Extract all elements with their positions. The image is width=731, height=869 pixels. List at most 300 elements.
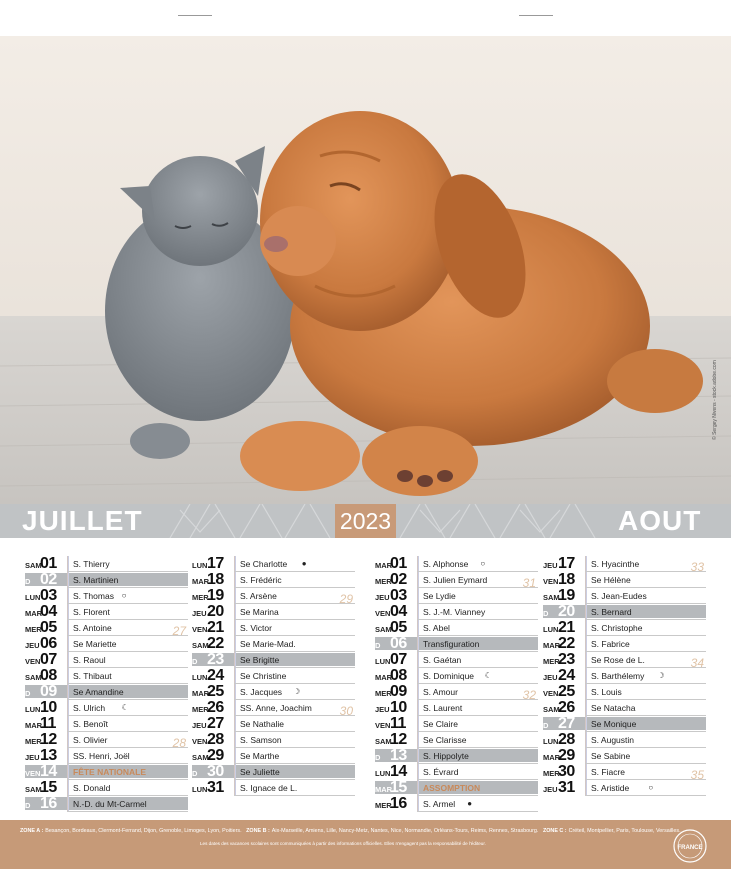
saint-name: S. Ulrich xyxy=(73,703,106,713)
day-number: 30 xyxy=(207,763,224,780)
school-holiday-bars xyxy=(67,604,69,620)
day-name: JEU xyxy=(375,593,390,602)
school-holiday-bars xyxy=(585,716,587,732)
saint-name: S. Fiacre xyxy=(591,767,626,777)
saint-name: Se Mariette xyxy=(73,639,117,649)
day-row xyxy=(375,780,538,796)
day-name: SAM xyxy=(192,641,209,650)
day-row xyxy=(375,796,538,812)
day-number: 25 xyxy=(207,683,224,700)
day-row xyxy=(25,732,188,748)
day-name: SAM xyxy=(25,785,42,794)
saint-name: S. Antoine xyxy=(73,623,112,633)
day-row xyxy=(543,620,706,636)
week-number: 34 xyxy=(690,656,704,670)
school-holiday-bars xyxy=(67,588,69,604)
day-row xyxy=(543,636,706,652)
day-row xyxy=(25,572,188,588)
day-number: 01 xyxy=(40,555,57,572)
day-row xyxy=(375,732,538,748)
day-name: D xyxy=(192,769,198,778)
day-name: JEU xyxy=(25,753,40,762)
day-name: D xyxy=(375,641,381,650)
saint-name: Se Marina xyxy=(240,607,279,617)
school-holiday-bars xyxy=(585,620,587,636)
day-number: 28 xyxy=(558,731,575,748)
zone-b-cities: Aix-Marseille, Amiens, Lille, Nancy-Metz, Nantes, Nice, Normandie, Orléans-Tours, Reims, Rennes, Strasbourg. xyxy=(271,828,539,834)
day-number: 16 xyxy=(390,795,407,812)
school-holiday-bars xyxy=(417,652,419,668)
day-row xyxy=(543,668,706,684)
saint-name: S. Victor xyxy=(240,623,272,633)
school-holiday-bars xyxy=(234,668,236,684)
day-number: 11 xyxy=(40,715,56,732)
school-holiday-bars xyxy=(67,684,69,700)
day-row xyxy=(192,556,355,572)
day-name: LUN xyxy=(543,737,559,746)
day-number: 03 xyxy=(390,587,407,604)
school-holiday-bars xyxy=(67,764,69,780)
day-row xyxy=(375,572,538,588)
day-name: D xyxy=(375,753,381,762)
day-name: MAR xyxy=(25,609,43,618)
saint-name: Se Claire xyxy=(423,719,458,729)
school-holiday-bars xyxy=(417,700,419,716)
day-row xyxy=(375,652,538,668)
week-number: 29 xyxy=(339,592,353,606)
day-name: D xyxy=(543,609,549,618)
day-name: LUN xyxy=(192,673,208,682)
day-number: 02 xyxy=(40,571,57,588)
school-holiday-bars xyxy=(585,780,587,796)
school-holiday-bars xyxy=(585,764,587,780)
hanging-mark-right xyxy=(519,15,553,16)
saint-name: S. Thierry xyxy=(73,559,110,569)
school-holiday-bars xyxy=(234,572,236,588)
saint-name: Se Rose de L. xyxy=(591,655,645,665)
school-holiday-bars xyxy=(585,604,587,620)
day-name: LUN xyxy=(543,625,559,634)
zone-b-label: ZONE B : xyxy=(246,828,270,834)
day-number: 07 xyxy=(390,651,407,668)
day-number: 06 xyxy=(390,635,407,652)
day-name: MER xyxy=(192,593,209,602)
day-number: 30 xyxy=(558,763,575,780)
day-number: 29 xyxy=(207,747,224,764)
day-number: 25 xyxy=(558,683,575,700)
day-row xyxy=(192,700,355,716)
saint-name: Se Charlotte xyxy=(240,559,288,569)
zone-c-label: ZONE C : xyxy=(542,828,567,834)
school-holiday-bars xyxy=(234,588,236,604)
day-name: JEU xyxy=(543,561,558,570)
day-row xyxy=(543,604,706,620)
day-number: 26 xyxy=(558,699,575,716)
school-holiday-bars xyxy=(234,684,236,700)
day-row xyxy=(192,764,355,780)
day-row xyxy=(192,716,355,732)
saint-name: Se Juliette xyxy=(240,767,280,777)
day-number: 09 xyxy=(40,683,57,700)
school-holiday-bars xyxy=(234,652,236,668)
saint-name: S. Louis xyxy=(591,687,622,697)
saint-name: S. Benoît xyxy=(73,719,108,729)
day-row xyxy=(192,572,355,588)
moon-phase-icon: ☽ xyxy=(657,671,665,680)
calendar-column-4 xyxy=(543,556,706,796)
school-holiday-bars xyxy=(67,556,69,572)
day-name: D xyxy=(543,721,549,730)
school-holiday-bars xyxy=(585,572,587,588)
day-number: 31 xyxy=(207,779,224,796)
day-number: 23 xyxy=(558,651,575,668)
school-holiday-bars xyxy=(417,668,419,684)
day-name: D xyxy=(25,689,31,698)
day-name: MER xyxy=(25,737,42,746)
day-name: VEN xyxy=(25,769,41,778)
day-name: MAR xyxy=(543,753,561,762)
day-name: VEN xyxy=(25,657,41,666)
moon-phase-icon: ● xyxy=(467,799,473,808)
day-number: 05 xyxy=(40,619,57,636)
saint-name: S. Arsène xyxy=(240,591,277,601)
day-row xyxy=(543,652,706,668)
day-row xyxy=(25,652,188,668)
school-holiday-bars xyxy=(585,588,587,604)
saint-name: S. Dominique xyxy=(423,671,475,681)
day-number: 28 xyxy=(207,731,224,748)
day-name: JEU xyxy=(375,705,390,714)
day-number: 08 xyxy=(390,667,407,684)
saint-name: SS. Anne, Joachim xyxy=(240,703,312,713)
saint-name: Se Sabine xyxy=(591,751,631,761)
day-number: 08 xyxy=(40,667,57,684)
day-number: 05 xyxy=(390,619,407,636)
day-name: SAM xyxy=(375,737,392,746)
day-name: MAR xyxy=(375,673,393,682)
day-number: 01 xyxy=(390,555,407,572)
week-number: 32 xyxy=(522,688,536,702)
day-row xyxy=(543,732,706,748)
day-row xyxy=(543,700,706,716)
school-holiday-bars xyxy=(585,700,587,716)
day-name: MAR xyxy=(192,577,210,586)
school-holiday-bars xyxy=(417,588,419,604)
school-holiday-bars xyxy=(234,700,236,716)
day-row xyxy=(375,700,538,716)
day-row xyxy=(375,716,538,732)
day-number: 04 xyxy=(390,603,407,620)
saint-name: Transfiguration xyxy=(423,639,480,649)
day-name: MER xyxy=(375,801,392,810)
day-number: 26 xyxy=(207,699,224,716)
saint-name: S. Christophe xyxy=(591,623,643,633)
saint-name: S. Jacques xyxy=(240,687,283,697)
day-name: MER xyxy=(25,625,42,634)
day-number: 10 xyxy=(40,699,57,716)
saint-name: S. Florent xyxy=(73,607,110,617)
day-row xyxy=(543,716,706,732)
moon-phase-icon: ☾ xyxy=(484,671,492,680)
day-row xyxy=(543,556,706,572)
saint-name: FÊTE NATIONALE xyxy=(73,767,147,777)
saint-name: Se Hélène xyxy=(591,575,631,585)
day-name: MER xyxy=(375,577,392,586)
day-row xyxy=(192,604,355,620)
school-holiday-bars xyxy=(585,652,587,668)
school-holiday-bars xyxy=(67,716,69,732)
saint-name: S. Abel xyxy=(423,623,450,633)
moon-phase-icon: ○ xyxy=(648,783,654,792)
day-name: LUN xyxy=(192,561,208,570)
school-holiday-bars xyxy=(585,748,587,764)
zone-a-label: ZONE A : xyxy=(20,828,44,834)
zone-c-cities: Créteil, Montpellier, Paris, Toulouse, Versailles. xyxy=(568,828,681,834)
school-holiday-bars xyxy=(417,796,419,812)
day-row xyxy=(543,748,706,764)
day-row xyxy=(192,652,355,668)
saint-name: Se Natacha xyxy=(591,703,636,713)
day-name: MAR xyxy=(192,689,210,698)
day-name: LUN xyxy=(25,705,41,714)
day-row xyxy=(25,668,188,684)
day-name: MAR xyxy=(543,641,561,650)
day-name: MER xyxy=(543,769,560,778)
day-name: MAR xyxy=(375,561,393,570)
day-number: 22 xyxy=(558,635,575,652)
saint-name: S. Olivier xyxy=(73,735,108,745)
school-holiday-bars xyxy=(417,764,419,780)
day-name: D xyxy=(192,657,198,666)
calendar-column-2 xyxy=(192,556,355,796)
school-holiday-bars xyxy=(67,748,69,764)
made-in-france-seal xyxy=(672,828,708,864)
day-row xyxy=(25,764,188,780)
day-number: 15 xyxy=(390,779,407,796)
saint-name: S. Thibaut xyxy=(73,671,112,681)
saint-name: S. Frédéric xyxy=(240,575,282,585)
day-name: VEN xyxy=(375,721,391,730)
day-name: SAM xyxy=(192,753,209,762)
day-row xyxy=(375,556,538,572)
saint-name: S. Hippolyte xyxy=(423,751,469,761)
day-row xyxy=(192,620,355,636)
school-holiday-bars xyxy=(67,572,69,588)
saint-name: S. Bernard xyxy=(591,607,632,617)
school-holiday-bars xyxy=(417,572,419,588)
day-name: JEU xyxy=(543,785,558,794)
school-holiday-bars xyxy=(67,636,69,652)
school-holiday-bars xyxy=(67,700,69,716)
day-row xyxy=(25,556,188,572)
calendar-column-1 xyxy=(25,556,188,812)
day-row xyxy=(25,620,188,636)
saint-name: SS. Henri, Joël xyxy=(73,751,130,761)
saint-name: S. Armel xyxy=(423,799,456,809)
day-row xyxy=(375,604,538,620)
saint-name: S. Laurent xyxy=(423,703,463,713)
school-holiday-bars xyxy=(67,620,69,636)
school-holiday-bars xyxy=(67,796,69,812)
day-row xyxy=(25,700,188,716)
day-row xyxy=(375,636,538,652)
day-number: 22 xyxy=(207,635,224,652)
school-holiday-bars xyxy=(234,780,236,796)
moon-phase-icon: ○ xyxy=(480,559,486,568)
day-name: LUN xyxy=(25,593,41,602)
saint-name: S. Donald xyxy=(73,783,111,793)
saint-name: S. Barthélemy xyxy=(591,671,645,681)
school-holiday-bars xyxy=(417,716,419,732)
saint-name: Se Lydie xyxy=(423,591,456,601)
saint-name: S. Samson xyxy=(240,735,282,745)
calendar-column-3 xyxy=(375,556,538,812)
saint-name: S. Aristide xyxy=(591,783,630,793)
year-label: 2023 xyxy=(335,504,396,538)
zones-line xyxy=(20,828,681,834)
saint-name: Se Marie-Mad. xyxy=(240,639,296,649)
seal-text: FRANCE xyxy=(677,845,703,851)
school-holiday-bars xyxy=(234,636,236,652)
saint-name: S. Jean-Eudes xyxy=(591,591,647,601)
day-number: 09 xyxy=(390,683,407,700)
school-holiday-bars xyxy=(417,748,419,764)
day-name: LUN xyxy=(192,785,208,794)
moon-phase-icon: ● xyxy=(301,559,307,568)
school-holiday-bars xyxy=(417,620,419,636)
day-number: 21 xyxy=(558,619,575,636)
day-name: MER xyxy=(192,705,209,714)
saint-name: S. Hyacinthe xyxy=(591,559,640,569)
saint-name: Se Clarisse xyxy=(423,735,467,745)
day-row xyxy=(192,748,355,764)
school-holiday-bars xyxy=(585,684,587,700)
saint-name: S. Ignace de L. xyxy=(240,783,298,793)
saint-name: S. Thomas xyxy=(73,591,114,601)
zone-a-cities: Besançon, Bordeaux, Clermont-Ferrand, Dijon, Grenoble, Limoges, Lyon, Poitiers. xyxy=(45,828,242,834)
saint-name: Se Nathalie xyxy=(240,719,284,729)
saint-name: Se Brigitte xyxy=(240,655,280,665)
day-name: JEU xyxy=(192,721,207,730)
photo-credit: © Sergey Nivens - stock.adobe.com xyxy=(712,360,718,440)
day-name: MER xyxy=(543,657,560,666)
day-row xyxy=(543,780,706,796)
day-row xyxy=(375,748,538,764)
day-name: JEU xyxy=(25,641,40,650)
day-name: VEN xyxy=(192,625,208,634)
day-row xyxy=(543,764,706,780)
day-name: VEN xyxy=(543,689,559,698)
day-number: 17 xyxy=(207,555,224,572)
saint-name: S. Amour xyxy=(423,687,458,697)
row-rule xyxy=(585,795,706,796)
day-name: MAR xyxy=(375,785,393,794)
day-name: LUN xyxy=(375,769,391,778)
day-row xyxy=(543,572,706,588)
day-row xyxy=(192,780,355,796)
day-number: 16 xyxy=(40,795,57,812)
school-holiday-bars xyxy=(67,652,69,668)
week-number: 28 xyxy=(172,736,186,750)
day-number: 24 xyxy=(558,667,575,684)
moon-phase-icon: ☽ xyxy=(293,687,301,696)
day-number: 07 xyxy=(40,651,57,668)
school-holiday-bars xyxy=(67,732,69,748)
school-holiday-bars xyxy=(234,556,236,572)
day-number: 15 xyxy=(40,779,57,796)
day-row xyxy=(375,588,538,604)
day-row xyxy=(25,684,188,700)
day-number: 12 xyxy=(390,731,407,748)
saint-name: ASSOMPTION xyxy=(423,783,481,793)
saint-name: Se Marthe xyxy=(240,751,280,761)
day-number: 19 xyxy=(558,587,575,604)
hanging-mark-left xyxy=(178,15,212,16)
day-name: SAM xyxy=(375,625,392,634)
day-name: SAM xyxy=(543,705,560,714)
day-number: 29 xyxy=(558,747,575,764)
week-number: 33 xyxy=(690,560,704,574)
day-row xyxy=(192,668,355,684)
day-number: 27 xyxy=(207,715,224,732)
school-holiday-bars xyxy=(417,780,419,796)
day-row xyxy=(192,684,355,700)
row-rule xyxy=(417,811,538,812)
day-number: 14 xyxy=(40,763,57,780)
day-number: 27 xyxy=(558,715,575,732)
day-name: MAR xyxy=(25,721,43,730)
school-holiday-bars xyxy=(585,636,587,652)
week-number: 31 xyxy=(522,576,536,590)
row-rule xyxy=(234,795,355,796)
day-name: JEU xyxy=(543,673,558,682)
day-number: 14 xyxy=(390,763,407,780)
day-name: VEN xyxy=(375,609,391,618)
day-row xyxy=(375,764,538,780)
day-number: 23 xyxy=(207,651,224,668)
day-number: 11 xyxy=(390,715,406,732)
day-number: 04 xyxy=(40,603,57,620)
saint-name: S. Alphonse xyxy=(423,559,469,569)
day-name: JEU xyxy=(192,609,207,618)
day-row xyxy=(25,636,188,652)
day-number: 03 xyxy=(40,587,57,604)
day-number: 20 xyxy=(558,603,575,620)
day-row xyxy=(192,732,355,748)
day-name: D xyxy=(25,801,31,810)
day-number: 21 xyxy=(207,619,224,636)
day-row xyxy=(25,716,188,732)
day-row xyxy=(25,588,188,604)
day-row xyxy=(25,604,188,620)
saint-name: S. Gaétan xyxy=(423,655,462,665)
day-number: 24 xyxy=(207,667,224,684)
day-row xyxy=(543,588,706,604)
day-number: 13 xyxy=(40,747,57,764)
school-holiday-bars xyxy=(585,556,587,572)
school-holiday-bars xyxy=(234,716,236,732)
kitten-puppy-photo xyxy=(0,36,731,504)
school-holiday-bars xyxy=(67,780,69,796)
day-row xyxy=(192,636,355,652)
day-row xyxy=(543,684,706,700)
day-number: 17 xyxy=(558,555,575,572)
saint-name: Se Amandine xyxy=(73,687,124,697)
saint-name: S. Évrard xyxy=(423,767,459,777)
month-july-title: JUILLET xyxy=(22,505,143,536)
month-august-title: AOUT xyxy=(618,505,702,536)
saint-name: S. Martinien xyxy=(73,575,119,585)
